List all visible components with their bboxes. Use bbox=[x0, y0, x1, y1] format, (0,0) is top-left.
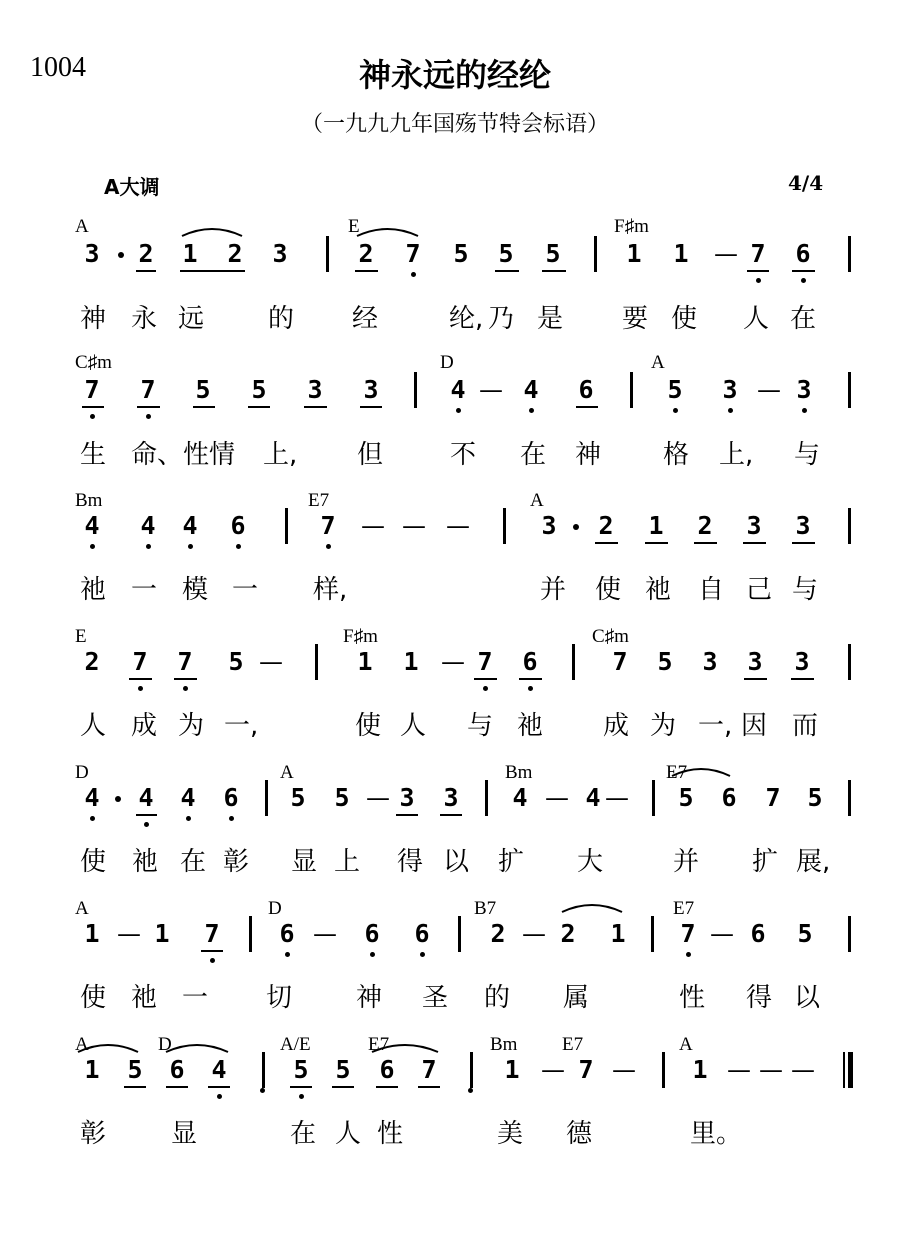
lyric: 以 bbox=[794, 983, 821, 1013]
lyric: 并 bbox=[540, 575, 567, 605]
note: 5 bbox=[667, 375, 683, 404]
note: 5 bbox=[678, 783, 694, 812]
note: 4 bbox=[450, 375, 466, 404]
note: 4 bbox=[84, 783, 100, 812]
chord-symbol: Bm bbox=[75, 490, 103, 511]
lyric: 经 bbox=[352, 304, 379, 334]
sustain-dash: — bbox=[446, 512, 470, 540]
key-signature: A大调 bbox=[104, 175, 160, 199]
lyric: 样, bbox=[313, 575, 348, 605]
subtitle: （一九九九年国殇节特会标语） bbox=[300, 112, 609, 137]
chord-symbol: D bbox=[268, 898, 282, 919]
lyric: 而 bbox=[792, 711, 819, 741]
note: 7 bbox=[612, 647, 628, 676]
note: 3 bbox=[84, 239, 100, 268]
note: 7 bbox=[405, 239, 421, 268]
chord-symbol: C♯m bbox=[592, 626, 629, 647]
note: 2 bbox=[490, 919, 506, 948]
lyric: 在 bbox=[180, 847, 207, 877]
lyric: 祂 bbox=[131, 983, 158, 1013]
note: 1 bbox=[84, 1055, 100, 1084]
lyric: 祂 bbox=[80, 575, 107, 605]
chord-symbol: A bbox=[530, 490, 544, 511]
lyric: 显 bbox=[171, 1119, 198, 1149]
note: 1 bbox=[648, 511, 664, 540]
lyric: 在 bbox=[290, 1119, 317, 1149]
lyric: 德 bbox=[566, 1119, 593, 1149]
lyric: 以 bbox=[443, 847, 470, 877]
lyric: 在 bbox=[520, 440, 547, 470]
sustain-dash: — bbox=[117, 920, 141, 948]
note: 1 bbox=[692, 1055, 708, 1084]
note: 6 bbox=[414, 919, 430, 948]
chord-symbol: F♯m bbox=[343, 626, 378, 647]
sustain-dash: — bbox=[605, 784, 629, 812]
lyric: 一 bbox=[182, 983, 209, 1013]
note: 1 bbox=[610, 919, 626, 948]
slur bbox=[166, 1045, 228, 1052]
lyric: 得 bbox=[746, 983, 773, 1013]
lyric: 因 bbox=[741, 711, 768, 741]
note: 5 bbox=[195, 375, 211, 404]
lyric: 己 bbox=[746, 575, 773, 605]
note: 3 bbox=[399, 783, 415, 812]
chord-symbol: E7 bbox=[368, 1034, 390, 1055]
lyric: 使 bbox=[80, 983, 107, 1013]
sustain-dash: — bbox=[402, 512, 426, 540]
note: 5 bbox=[290, 783, 306, 812]
sustain-dash: — bbox=[361, 512, 385, 540]
sustain-dash: — bbox=[612, 1056, 636, 1084]
lyric: 与 bbox=[794, 440, 821, 470]
lyric: 神 bbox=[575, 440, 602, 470]
chord-symbol: B7 bbox=[474, 898, 497, 919]
lyric: 展, bbox=[796, 847, 831, 877]
lyric: 彰 bbox=[223, 847, 250, 877]
chord-symbol: A bbox=[75, 1034, 89, 1055]
lyric: 使 bbox=[355, 711, 382, 741]
note: 4 bbox=[512, 783, 528, 812]
note: 6 bbox=[230, 511, 246, 540]
chord-symbol: A/E bbox=[280, 1034, 311, 1055]
note: 5 bbox=[797, 919, 813, 948]
lyric: 命、性 bbox=[131, 440, 210, 470]
note: 7 bbox=[477, 647, 493, 676]
note: 3 bbox=[272, 239, 288, 268]
chord-symbol: E7 bbox=[673, 898, 695, 919]
lyric: 彰 bbox=[80, 1119, 107, 1149]
note: 4 bbox=[182, 511, 198, 540]
note: 1 bbox=[673, 239, 689, 268]
lyric: 使 bbox=[671, 304, 698, 334]
chord-symbol: Bm bbox=[505, 762, 533, 783]
slur bbox=[182, 229, 242, 236]
lyric: 一 bbox=[232, 575, 259, 605]
note: 3 bbox=[796, 375, 812, 404]
lyric: 一, bbox=[224, 711, 259, 741]
slur bbox=[357, 229, 418, 236]
note: 4 bbox=[140, 511, 156, 540]
note: 5 bbox=[657, 647, 673, 676]
note: 4 bbox=[138, 783, 154, 812]
chord-symbol: A bbox=[280, 762, 294, 783]
note: 6 bbox=[795, 239, 811, 268]
note: 7 bbox=[84, 375, 100, 404]
note: 1 bbox=[154, 919, 170, 948]
lyric: 祂 bbox=[517, 711, 544, 741]
lyric: 上, bbox=[719, 440, 754, 470]
note: 3 bbox=[702, 647, 718, 676]
lyric: 格 bbox=[663, 440, 690, 470]
chord-symbol: D bbox=[440, 352, 454, 373]
chord-symbol: F♯m bbox=[614, 216, 649, 237]
note: 1 bbox=[182, 239, 198, 268]
lyric: 纶, bbox=[449, 304, 484, 334]
note: 4 bbox=[585, 783, 601, 812]
sustain-dash: — bbox=[541, 1056, 565, 1084]
note: 1 bbox=[626, 239, 642, 268]
chord-symbol: A bbox=[651, 352, 665, 373]
lyric: 情 bbox=[209, 440, 236, 470]
lyric: 一, bbox=[698, 711, 733, 741]
lyric: 是 bbox=[537, 304, 564, 334]
lyric: 为 bbox=[650, 711, 677, 741]
lyric: 但 bbox=[357, 440, 384, 470]
note: 2 bbox=[598, 511, 614, 540]
sustain-dash: — bbox=[441, 648, 465, 676]
lyric: 的 bbox=[484, 983, 511, 1013]
note: 7 bbox=[765, 783, 781, 812]
lyric: 成 bbox=[131, 711, 158, 741]
note: 5 bbox=[807, 783, 823, 812]
lyric: 祂 bbox=[645, 575, 672, 605]
lyric: 使 bbox=[80, 847, 107, 877]
lyric: 上 bbox=[334, 847, 361, 877]
sustain-dash: — bbox=[545, 784, 569, 812]
lyric: 属 bbox=[563, 983, 590, 1013]
note: 1 bbox=[504, 1055, 520, 1084]
chord-symbol: E7 bbox=[666, 762, 688, 783]
note: 5 bbox=[334, 783, 350, 812]
note: 2 bbox=[84, 647, 100, 676]
note: 3 bbox=[746, 511, 762, 540]
lyric: 人 bbox=[335, 1119, 362, 1149]
chord-symbol: E7 bbox=[562, 1034, 584, 1055]
note: 5 bbox=[293, 1055, 309, 1084]
lyric: 使 bbox=[595, 575, 622, 605]
note: 2 bbox=[138, 239, 154, 268]
note: 3 bbox=[747, 647, 763, 676]
lyric: 神 bbox=[356, 983, 383, 1013]
lyric: 人 bbox=[80, 711, 107, 741]
note: 3 bbox=[795, 511, 811, 540]
lyric: 与 bbox=[467, 711, 494, 741]
lyric: 生 bbox=[80, 440, 107, 470]
sustain-dash: — bbox=[313, 920, 337, 948]
note: 1 bbox=[403, 647, 419, 676]
note: 5 bbox=[545, 239, 561, 268]
lyric: 性 bbox=[377, 1119, 404, 1149]
note: 6 bbox=[364, 919, 380, 948]
note: 7 bbox=[578, 1055, 594, 1084]
lyric: 为 bbox=[178, 711, 205, 741]
note: 3 bbox=[363, 375, 379, 404]
sustain-dash: — bbox=[710, 920, 734, 948]
note: 7 bbox=[204, 919, 220, 948]
lyric: 与 bbox=[792, 575, 819, 605]
sustain-dash: — bbox=[522, 920, 546, 948]
note: 2 bbox=[697, 511, 713, 540]
lyric: 成 bbox=[603, 711, 630, 741]
note: 5 bbox=[127, 1055, 143, 1084]
lyric: 自 bbox=[698, 575, 725, 605]
slur bbox=[78, 1045, 138, 1052]
sustain-dash: — bbox=[757, 376, 781, 404]
note: 6 bbox=[578, 375, 594, 404]
lyric: 一 bbox=[131, 575, 158, 605]
note: 1 bbox=[84, 919, 100, 948]
note: 3 bbox=[794, 647, 810, 676]
lyric: 神 bbox=[80, 304, 107, 334]
sustain-dash: — bbox=[714, 240, 738, 268]
lyric: 在 bbox=[790, 304, 817, 334]
note: 3 bbox=[541, 511, 557, 540]
sustain-dash: — bbox=[366, 784, 390, 812]
chord-symbol: E bbox=[348, 216, 360, 237]
sustain-dash: — bbox=[479, 376, 503, 404]
note: 5 bbox=[335, 1055, 351, 1084]
note: 7 bbox=[680, 919, 696, 948]
sustain-dash: — bbox=[759, 1056, 783, 1084]
note: 5 bbox=[251, 375, 267, 404]
chord-symbol: D bbox=[75, 762, 89, 783]
note: 6 bbox=[750, 919, 766, 948]
chord-symbol: A bbox=[75, 216, 89, 237]
sustain-dash: — bbox=[791, 1056, 815, 1084]
note: 4 bbox=[523, 375, 539, 404]
note: 3 bbox=[722, 375, 738, 404]
sustain-dash: — bbox=[727, 1056, 751, 1084]
chord-symbol: A bbox=[679, 1034, 693, 1055]
note: 3 bbox=[443, 783, 459, 812]
note: 4 bbox=[180, 783, 196, 812]
note: 2 bbox=[560, 919, 576, 948]
chord-symbol: A bbox=[75, 898, 89, 919]
lyric: 人 bbox=[400, 711, 427, 741]
lyric: 里。 bbox=[690, 1119, 743, 1149]
lyric: 圣 bbox=[422, 983, 449, 1013]
note: 7 bbox=[320, 511, 336, 540]
lyric: 切 bbox=[266, 983, 293, 1013]
page-title: 神永远的经纶 bbox=[358, 56, 551, 94]
time-signature: 4/4 bbox=[788, 171, 824, 195]
note: 4 bbox=[84, 511, 100, 540]
note: 6 bbox=[522, 647, 538, 676]
note: 7 bbox=[750, 239, 766, 268]
lyric: 乃 bbox=[488, 304, 515, 334]
note: 6 bbox=[379, 1055, 395, 1084]
note: 2 bbox=[227, 239, 243, 268]
lyric: 美 bbox=[497, 1119, 524, 1149]
chord-symbol: E7 bbox=[308, 490, 330, 511]
lyric: 人 bbox=[743, 304, 770, 334]
sustain-dash: — bbox=[259, 648, 283, 676]
note: 1 bbox=[357, 647, 373, 676]
hymn-number: 1004 bbox=[30, 52, 86, 83]
lyric: 不 bbox=[450, 440, 477, 470]
lyric: 性 bbox=[679, 983, 706, 1013]
lyric: 得 bbox=[397, 847, 424, 877]
lyric: 并 bbox=[673, 847, 700, 877]
note: 2 bbox=[358, 239, 374, 268]
lyric: 大 bbox=[577, 847, 604, 877]
lyric: 上, bbox=[263, 440, 298, 470]
slur bbox=[562, 905, 622, 912]
note: 7 bbox=[177, 647, 193, 676]
note: 6 bbox=[169, 1055, 185, 1084]
note: 6 bbox=[279, 919, 295, 948]
note: 7 bbox=[421, 1055, 437, 1084]
lyric: 永 bbox=[131, 304, 158, 334]
lyric: 扩 bbox=[498, 847, 525, 877]
lyric: 显 bbox=[291, 847, 318, 877]
note: 6 bbox=[721, 783, 737, 812]
chord-symbol: Bm bbox=[490, 1034, 518, 1055]
note: 6 bbox=[223, 783, 239, 812]
note: 5 bbox=[228, 647, 244, 676]
note: 7 bbox=[132, 647, 148, 676]
slur bbox=[672, 769, 730, 776]
note: 7 bbox=[140, 375, 156, 404]
note: 3 bbox=[307, 375, 323, 404]
lyric: 的 bbox=[268, 304, 295, 334]
lyric: 远 bbox=[178, 304, 205, 334]
lyric: 祂 bbox=[132, 847, 159, 877]
note: 4 bbox=[211, 1055, 227, 1084]
lyric: 模 bbox=[182, 575, 209, 605]
chord-symbol: C♯m bbox=[75, 352, 112, 373]
chord-symbol: D bbox=[158, 1034, 172, 1055]
lyric: 扩 bbox=[752, 847, 779, 877]
note: 5 bbox=[498, 239, 514, 268]
chord-symbol: E bbox=[75, 626, 87, 647]
note: 5 bbox=[453, 239, 469, 268]
slur bbox=[372, 1045, 438, 1052]
lyric: 要 bbox=[622, 304, 649, 334]
